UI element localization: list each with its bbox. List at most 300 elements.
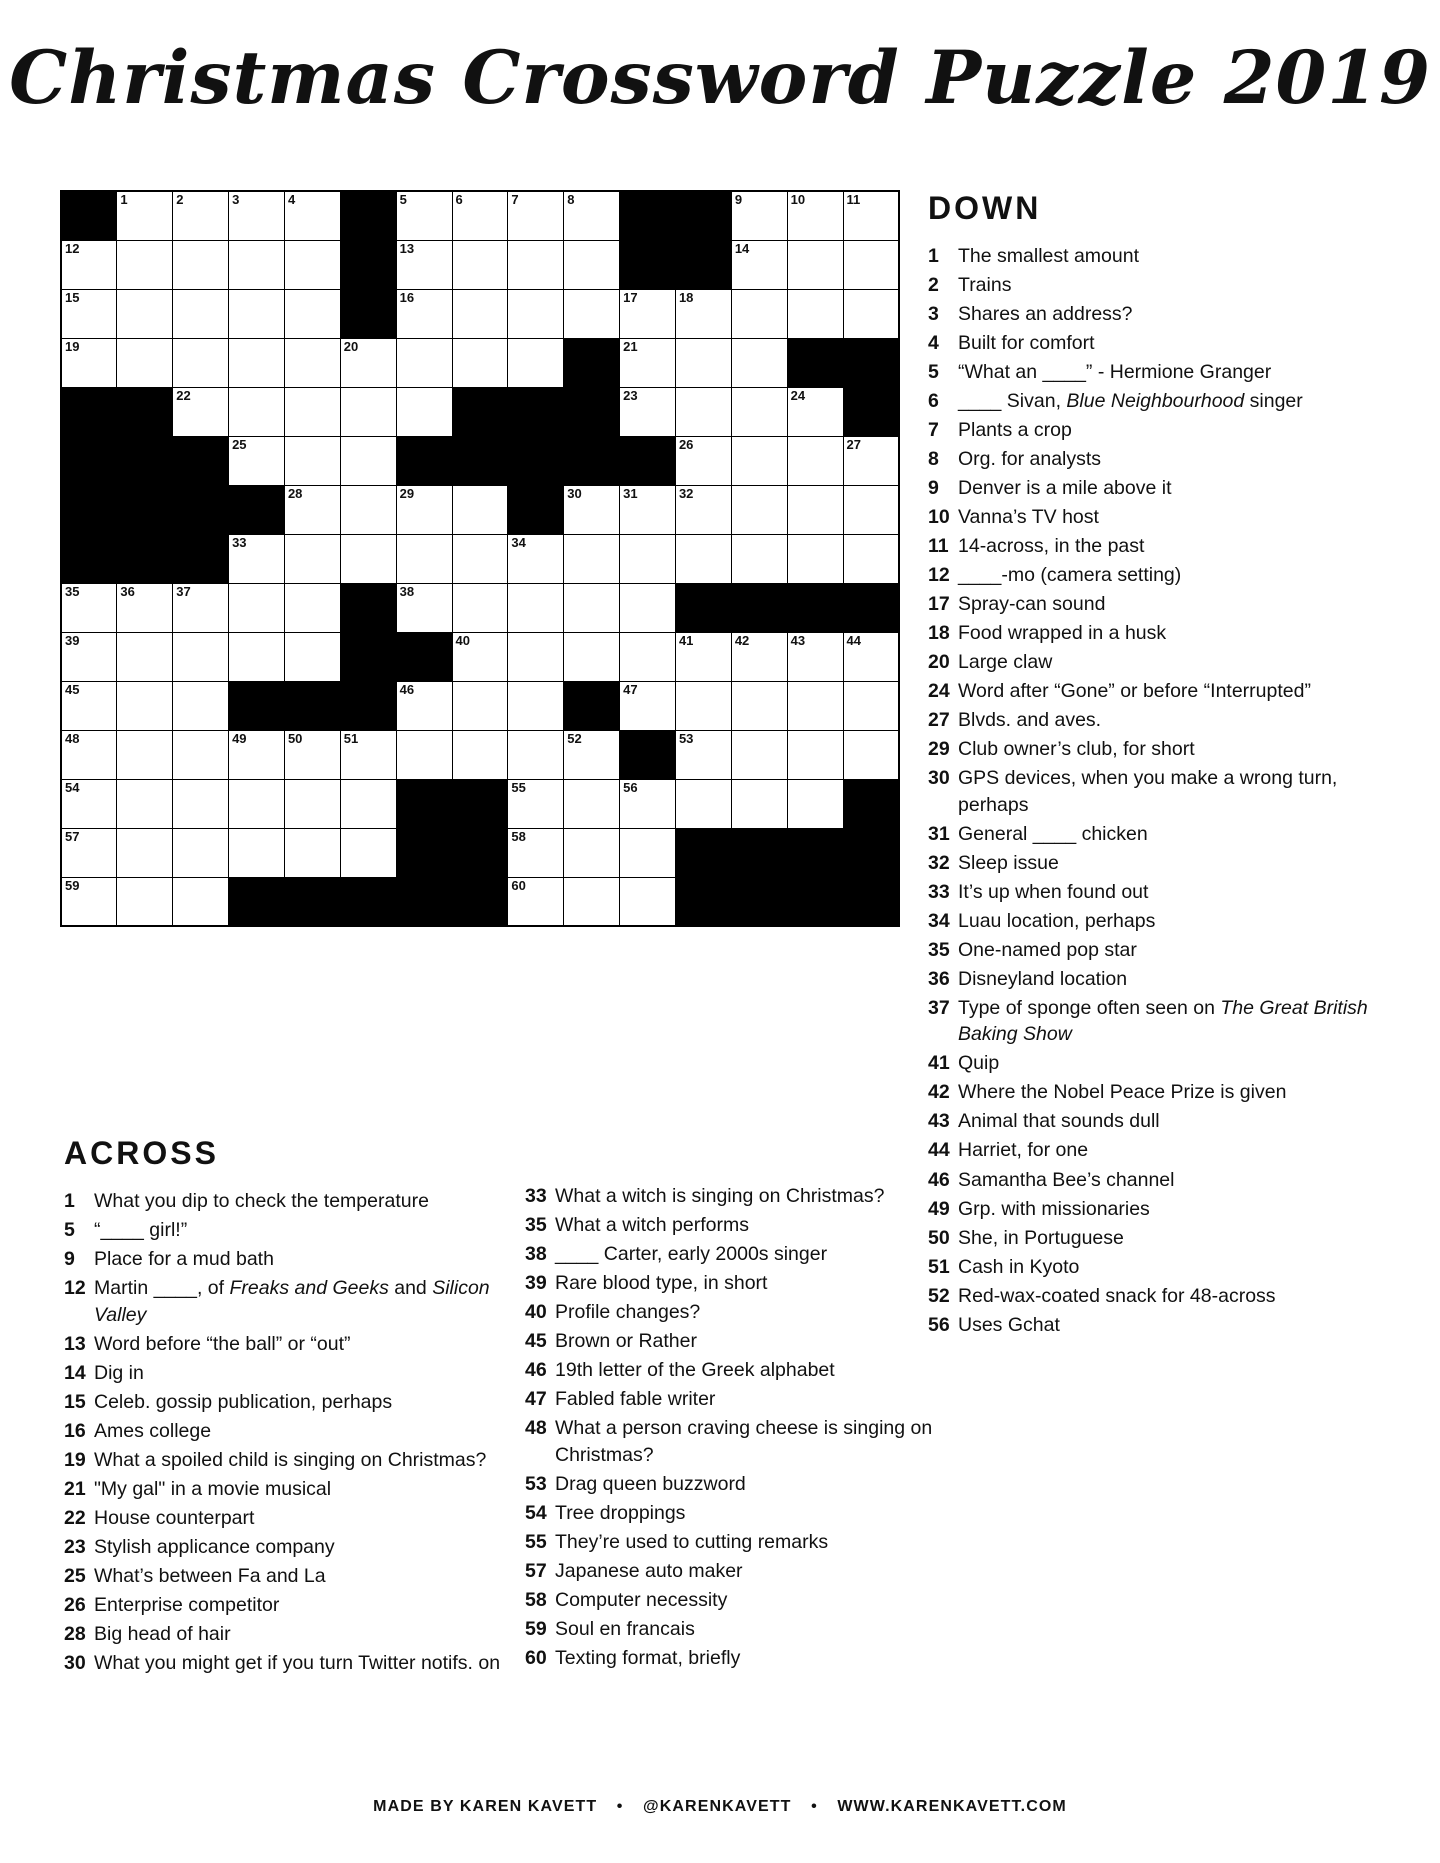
grid-open-cell[interactable] <box>787 240 843 289</box>
grid-open-cell[interactable] <box>564 730 620 779</box>
grid-open-cell[interactable] <box>843 240 899 289</box>
clue-item[interactable] <box>928 850 1370 877</box>
grid-open-cell[interactable] <box>675 387 731 436</box>
grid-open-cell[interactable] <box>117 632 173 681</box>
grid-open-cell[interactable] <box>61 583 117 632</box>
grid-open-cell[interactable] <box>117 289 173 338</box>
clue-item[interactable] <box>64 1389 515 1416</box>
grid-open-cell[interactable] <box>508 191 564 240</box>
clue-text: ____ Sivan, Blue Neighbourhood singer <box>958 390 1303 413</box>
clue-item[interactable] <box>525 1299 955 1326</box>
grid-open-cell[interactable] <box>396 583 452 632</box>
grid-block-cell <box>843 387 899 436</box>
clue-item[interactable] <box>64 1447 515 1474</box>
clue-item[interactable] <box>928 533 1370 560</box>
clue-number: 41 <box>928 1052 950 1075</box>
grid-block-cell <box>340 681 396 730</box>
grid-open-cell[interactable] <box>229 289 285 338</box>
clue-number: 56 <box>928 1313 950 1336</box>
grid-block-cell <box>61 387 117 436</box>
grid-open-cell[interactable] <box>843 436 899 485</box>
grid-open-cell[interactable] <box>452 681 508 730</box>
grid-block-cell <box>61 534 117 583</box>
clue-item[interactable] <box>525 1415 955 1468</box>
grid-open-cell[interactable] <box>564 877 620 926</box>
grid-open-cell[interactable] <box>229 583 285 632</box>
grid-open-cell[interactable] <box>340 779 396 828</box>
clue-item[interactable] <box>928 504 1370 531</box>
grid-row <box>61 877 899 926</box>
clue-item[interactable] <box>928 966 1370 993</box>
grid-open-cell[interactable] <box>787 485 843 534</box>
grid-open-cell[interactable] <box>229 779 285 828</box>
grid-open-cell[interactable] <box>731 779 787 828</box>
grid-open-cell[interactable] <box>284 534 340 583</box>
grid-open-cell[interactable] <box>396 485 452 534</box>
clue-item[interactable] <box>64 1650 515 1677</box>
clue-item[interactable] <box>928 359 1370 386</box>
grid-block-cell <box>173 534 229 583</box>
clue-text: What’s between Fa and La <box>94 1564 326 1587</box>
grid-open-cell[interactable] <box>61 240 117 289</box>
clue-number: 21 <box>64 1477 86 1500</box>
grid-open-cell[interactable] <box>229 240 285 289</box>
grid-open-cell[interactable] <box>61 828 117 877</box>
grid-open-cell[interactable] <box>843 289 899 338</box>
grid-open-cell[interactable] <box>61 877 117 926</box>
grid-open-cell[interactable] <box>173 632 229 681</box>
clue-text: Place for a mud bath <box>94 1248 274 1271</box>
grid-open-cell[interactable] <box>787 436 843 485</box>
clue-item[interactable] <box>928 301 1370 328</box>
grid-open-cell[interactable] <box>564 632 620 681</box>
grid-open-cell[interactable] <box>284 436 340 485</box>
grid-open-cell[interactable] <box>284 779 340 828</box>
grid-block-cell <box>340 289 396 338</box>
grid-open-cell[interactable] <box>340 828 396 877</box>
grid-open-cell[interactable] <box>787 779 843 828</box>
grid-open-cell[interactable] <box>117 240 173 289</box>
grid-open-cell[interactable] <box>229 632 285 681</box>
grid-open-cell[interactable] <box>731 436 787 485</box>
clue-item[interactable] <box>928 562 1370 589</box>
grid-block-cell <box>620 436 676 485</box>
grid-open-cell[interactable] <box>787 387 843 436</box>
grid-open-cell[interactable] <box>620 338 676 387</box>
grid-open-cell[interactable] <box>229 387 285 436</box>
clue-text: Blvds. and aves. <box>958 709 1102 732</box>
clue-item[interactable] <box>525 1529 955 1556</box>
clue-item[interactable] <box>928 765 1370 818</box>
grid-open-cell[interactable] <box>229 730 285 779</box>
grid-open-cell[interactable] <box>173 779 229 828</box>
grid-open-cell[interactable] <box>843 534 899 583</box>
grid-open-cell[interactable] <box>117 191 173 240</box>
clue-item[interactable] <box>928 937 1370 964</box>
grid-block-cell <box>340 240 396 289</box>
grid-open-cell[interactable] <box>117 877 173 926</box>
grid-cell-number: 29 <box>399 485 415 501</box>
grid-block-cell <box>229 485 285 534</box>
grid-open-cell[interactable] <box>173 583 229 632</box>
grid-block-cell <box>340 191 396 240</box>
clue-number: 44 <box>928 1139 950 1162</box>
grid-open-cell[interactable] <box>675 289 731 338</box>
clue-item[interactable] <box>525 1328 955 1355</box>
grid-open-cell[interactable] <box>61 338 117 387</box>
grid-open-cell[interactable] <box>787 289 843 338</box>
grid-open-cell[interactable] <box>508 289 564 338</box>
grid-block-cell <box>843 828 899 877</box>
clue-item[interactable] <box>928 620 1370 647</box>
grid-cell-number: 38 <box>399 583 415 599</box>
grid-open-cell[interactable] <box>508 730 564 779</box>
clue-item[interactable] <box>928 446 1370 473</box>
clue-number: 36 <box>928 967 950 990</box>
clue-item[interactable] <box>928 1050 1370 1077</box>
grid-cell-number: 30 <box>567 485 582 501</box>
clue-item[interactable] <box>64 1592 515 1619</box>
grid-open-cell[interactable] <box>173 877 229 926</box>
grid-cell-number: 41 <box>678 632 694 648</box>
clue-number: 52 <box>928 1284 950 1307</box>
clue-item[interactable] <box>525 1386 955 1413</box>
grid-cell-number: 24 <box>790 387 806 403</box>
grid-cell-number: 28 <box>287 485 303 501</box>
grid-row <box>61 534 899 583</box>
clue-item[interactable] <box>64 1476 515 1503</box>
grid-open-cell[interactable] <box>396 387 452 436</box>
grid-open-cell[interactable] <box>564 240 620 289</box>
grid-open-cell[interactable] <box>731 681 787 730</box>
grid-open-cell[interactable] <box>731 338 787 387</box>
grid-open-cell[interactable] <box>508 828 564 877</box>
grid-open-cell[interactable] <box>564 289 620 338</box>
grid-open-cell[interactable] <box>564 779 620 828</box>
clue-text: It’s up when found out <box>958 880 1149 903</box>
grid-row <box>61 632 899 681</box>
grid-block-cell <box>787 338 843 387</box>
grid-open-cell[interactable] <box>843 632 899 681</box>
grid-open-cell[interactable] <box>843 485 899 534</box>
grid-cell-number: 36 <box>120 583 135 599</box>
grid-block-cell <box>564 681 620 730</box>
grid-open-cell[interactable] <box>731 632 787 681</box>
grid-cell-number: 45 <box>65 681 80 697</box>
grid-open-cell[interactable] <box>731 534 787 583</box>
grid-open-cell[interactable] <box>731 191 787 240</box>
across-clue-list-left <box>64 1188 515 1676</box>
clue-text: Word before “the ball” or “out” <box>94 1332 351 1355</box>
clue-text: 19th letter of the Greek alphabet <box>555 1359 835 1382</box>
grid-open-cell[interactable] <box>173 828 229 877</box>
clue-text: ____ Carter, early 2000s singer <box>555 1243 828 1266</box>
grid-open-cell[interactable] <box>843 681 899 730</box>
clue-item[interactable] <box>928 330 1370 357</box>
grid-open-cell[interactable] <box>229 338 285 387</box>
clue-item[interactable] <box>64 1563 515 1590</box>
grid-open-cell[interactable] <box>620 828 676 877</box>
grid-open-cell[interactable] <box>620 681 676 730</box>
grid-cell-number: 34 <box>511 534 526 550</box>
clue-item[interactable] <box>928 591 1370 618</box>
grid-open-cell[interactable] <box>508 681 564 730</box>
grid-open-cell[interactable] <box>284 240 340 289</box>
grid-open-cell[interactable] <box>843 730 899 779</box>
grid-open-cell[interactable] <box>620 387 676 436</box>
grid-open-cell[interactable] <box>452 485 508 534</box>
grid-open-cell[interactable] <box>508 632 564 681</box>
grid-block-cell <box>340 583 396 632</box>
clue-item[interactable] <box>928 995 1370 1048</box>
grid-open-cell[interactable] <box>675 338 731 387</box>
grid-open-cell[interactable] <box>564 485 620 534</box>
grid-block-cell <box>787 828 843 877</box>
grid-block-cell <box>229 681 285 730</box>
grid-open-cell[interactable] <box>61 289 117 338</box>
clue-number: 20 <box>928 651 950 674</box>
grid-cell-number: 19 <box>65 338 80 354</box>
clue-item[interactable] <box>525 1270 955 1297</box>
grid-open-cell[interactable] <box>396 289 452 338</box>
grid-open-cell[interactable] <box>452 534 508 583</box>
grid-open-cell[interactable] <box>564 534 620 583</box>
grid-open-cell[interactable] <box>173 289 229 338</box>
grid-open-cell[interactable] <box>564 583 620 632</box>
grid-open-cell[interactable] <box>508 583 564 632</box>
grid-open-cell[interactable] <box>620 583 676 632</box>
grid-block-cell <box>173 436 229 485</box>
clue-item[interactable] <box>928 879 1370 906</box>
clue-item[interactable] <box>928 475 1370 502</box>
grid-open-cell[interactable] <box>731 289 787 338</box>
clue-item[interactable] <box>525 1357 955 1384</box>
grid-open-cell[interactable] <box>173 681 229 730</box>
grid-cell-number: 54 <box>65 779 80 795</box>
grid-open-cell[interactable] <box>620 779 676 828</box>
grid-open-cell[interactable] <box>396 191 452 240</box>
clue-item[interactable] <box>525 1212 955 1239</box>
grid-open-cell[interactable] <box>61 779 117 828</box>
grid-open-cell[interactable] <box>284 583 340 632</box>
clue-number: 22 <box>64 1506 86 1529</box>
clue-item[interactable] <box>928 821 1370 848</box>
clue-item[interactable] <box>928 243 1370 270</box>
clue-text: Luau location, perhaps <box>958 909 1156 932</box>
grid-open-cell[interactable] <box>117 681 173 730</box>
grid-open-cell[interactable] <box>340 338 396 387</box>
grid-open-cell[interactable] <box>284 387 340 436</box>
grid-open-cell[interactable] <box>843 191 899 240</box>
clue-item[interactable] <box>928 649 1370 676</box>
grid-open-cell[interactable] <box>284 289 340 338</box>
grid-open-cell[interactable] <box>675 485 731 534</box>
grid-open-cell[interactable] <box>61 730 117 779</box>
grid-cell-number: 15 <box>65 289 80 305</box>
grid-open-cell[interactable] <box>452 289 508 338</box>
clue-text: What a witch performs <box>555 1214 749 1237</box>
clue-item[interactable] <box>525 1471 955 1498</box>
grid-open-cell[interactable] <box>340 436 396 485</box>
grid-open-cell[interactable] <box>173 730 229 779</box>
clue-item[interactable] <box>928 388 1370 415</box>
clue-item[interactable] <box>64 1275 515 1328</box>
grid-open-cell[interactable] <box>284 632 340 681</box>
grid-open-cell[interactable] <box>396 730 452 779</box>
grid-open-cell[interactable] <box>173 338 229 387</box>
clue-item[interactable] <box>525 1558 955 1585</box>
grid-cell-number: 16 <box>399 289 415 305</box>
grid-open-cell[interactable] <box>229 828 285 877</box>
grid-open-cell[interactable] <box>675 779 731 828</box>
clue-item[interactable] <box>525 1183 955 1210</box>
grid-open-cell[interactable] <box>340 387 396 436</box>
grid-open-cell[interactable] <box>61 681 117 730</box>
clue-item[interactable] <box>64 1217 515 1244</box>
grid-open-cell[interactable] <box>508 779 564 828</box>
grid-open-cell[interactable] <box>452 632 508 681</box>
grid-block-cell <box>843 779 899 828</box>
grid-open-cell[interactable] <box>396 240 452 289</box>
grid-open-cell[interactable] <box>173 240 229 289</box>
clue-text: “____ girl!” <box>94 1219 188 1242</box>
grid-open-cell[interactable] <box>229 534 285 583</box>
grid-open-cell[interactable] <box>508 240 564 289</box>
grid-open-cell[interactable] <box>787 632 843 681</box>
grid-block-cell <box>843 338 899 387</box>
clue-item[interactable] <box>64 1418 515 1445</box>
clue-text: ____-mo (camera setting) <box>958 564 1182 587</box>
clue-item[interactable] <box>64 1188 515 1215</box>
grid-open-cell[interactable] <box>675 534 731 583</box>
clue-text: Plants a crop <box>958 419 1072 442</box>
grid-open-cell[interactable] <box>117 828 173 877</box>
clue-number: 45 <box>525 1330 547 1353</box>
grid-open-cell[interactable] <box>229 436 285 485</box>
grid-open-cell[interactable] <box>675 632 731 681</box>
grid-open-cell[interactable] <box>396 681 452 730</box>
grid-open-cell[interactable] <box>61 632 117 681</box>
grid-open-cell[interactable] <box>340 730 396 779</box>
clue-text: What a witch is singing on Christmas? <box>555 1185 885 1207</box>
grid-open-cell[interactable] <box>452 583 508 632</box>
clue-item[interactable] <box>525 1241 955 1268</box>
grid-open-cell[interactable] <box>117 583 173 632</box>
grid-open-cell[interactable] <box>452 730 508 779</box>
clue-item[interactable] <box>525 1587 955 1614</box>
grid-open-cell[interactable] <box>787 730 843 779</box>
grid-open-cell[interactable] <box>452 240 508 289</box>
clue-item[interactable] <box>525 1616 955 1643</box>
grid-open-cell[interactable] <box>564 191 620 240</box>
grid-open-cell[interactable] <box>284 730 340 779</box>
clue-item[interactable] <box>525 1645 955 1672</box>
grid-open-cell[interactable] <box>787 681 843 730</box>
clue-item[interactable] <box>928 707 1370 734</box>
grid-cell-number: 9 <box>734 192 743 207</box>
clue-item[interactable] <box>928 908 1370 935</box>
grid-open-cell[interactable] <box>396 338 452 387</box>
clue-text: Drag queen buzzword <box>555 1472 746 1495</box>
grid-block-cell <box>452 779 508 828</box>
clue-text: Stylish applicance company <box>94 1535 335 1558</box>
clue-item[interactable] <box>928 736 1370 763</box>
clue-number: 32 <box>928 851 950 874</box>
grid-open-cell[interactable] <box>620 632 676 681</box>
clue-item[interactable] <box>64 1331 515 1358</box>
clue-number: 1 <box>928 245 939 267</box>
grid-open-cell[interactable] <box>284 485 340 534</box>
grid-open-cell[interactable] <box>787 191 843 240</box>
clue-number: 13 <box>64 1332 86 1355</box>
grid-cell-number: 56 <box>623 779 638 795</box>
grid-open-cell[interactable] <box>117 730 173 779</box>
grid-open-cell[interactable] <box>117 338 173 387</box>
grid-open-cell[interactable] <box>508 877 564 926</box>
grid-open-cell[interactable] <box>452 338 508 387</box>
grid-open-cell[interactable] <box>452 191 508 240</box>
clue-item[interactable] <box>64 1246 515 1273</box>
clue-item[interactable] <box>928 1079 1370 1106</box>
clue-item[interactable] <box>64 1534 515 1561</box>
grid-open-cell[interactable] <box>340 485 396 534</box>
grid-open-cell[interactable] <box>229 191 285 240</box>
grid-cell-number: 50 <box>287 730 303 746</box>
clue-text: Soul en francais <box>555 1617 695 1640</box>
grid-open-cell[interactable] <box>340 534 396 583</box>
grid-cell-number: 57 <box>65 828 80 844</box>
clue-text: Spray-can sound <box>958 593 1106 616</box>
grid-open-cell[interactable] <box>620 877 676 926</box>
grid-open-cell[interactable] <box>620 289 676 338</box>
grid-open-cell[interactable] <box>675 436 731 485</box>
across-clue-list-right <box>525 1183 955 1671</box>
grid-open-cell[interactable] <box>787 534 843 583</box>
clue-item[interactable] <box>64 1621 515 1648</box>
grid-open-cell[interactable] <box>731 730 787 779</box>
grid-open-cell[interactable] <box>564 828 620 877</box>
clue-item[interactable] <box>64 1360 515 1387</box>
clue-item[interactable] <box>928 417 1370 444</box>
grid-open-cell[interactable] <box>508 338 564 387</box>
grid-open-cell[interactable] <box>675 681 731 730</box>
grid-open-cell[interactable] <box>731 485 787 534</box>
grid-open-cell[interactable] <box>173 387 229 436</box>
grid-open-cell[interactable] <box>620 485 676 534</box>
grid-open-cell[interactable] <box>675 730 731 779</box>
grid-open-cell[interactable] <box>396 534 452 583</box>
grid-open-cell[interactable] <box>284 191 340 240</box>
clue-item[interactable] <box>928 272 1370 299</box>
grid-block-cell <box>340 877 396 926</box>
clue-item[interactable] <box>928 1108 1370 1135</box>
grid-open-cell[interactable] <box>731 240 787 289</box>
grid-open-cell[interactable] <box>117 779 173 828</box>
clue-text: Harriet, for one <box>958 1139 1089 1162</box>
clue-item[interactable] <box>928 678 1370 705</box>
grid-open-cell[interactable] <box>284 338 340 387</box>
clue-number: 48 <box>525 1417 547 1440</box>
crossword-grid[interactable] <box>60 190 900 927</box>
grid-open-cell[interactable] <box>620 534 676 583</box>
grid-open-cell[interactable] <box>284 828 340 877</box>
clue-item[interactable] <box>525 1500 955 1527</box>
grid-open-cell[interactable] <box>508 534 564 583</box>
clue-item[interactable] <box>64 1505 515 1532</box>
grid-open-cell[interactable] <box>731 387 787 436</box>
clue-number: 43 <box>928 1110 950 1133</box>
grid-open-cell[interactable] <box>173 191 229 240</box>
